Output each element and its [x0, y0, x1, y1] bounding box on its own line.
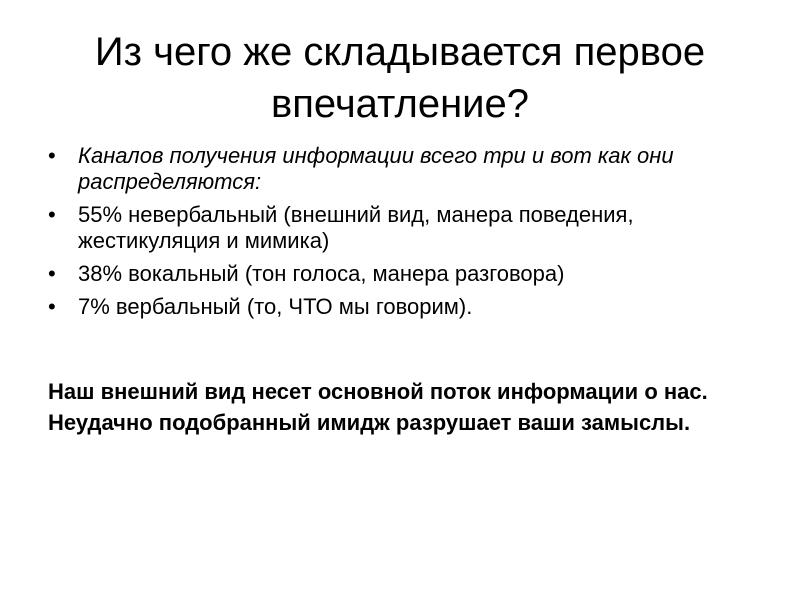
bullet-marker: •	[48, 202, 56, 227]
bullet-item-vocal	[48, 261, 778, 287]
slide-title: Из чего же складывается первое впечатление?	[94, 30, 706, 126]
bullet-text: 55% невербальный (внешний вид, манера поведения, жестикуляция и мимика)	[78, 202, 634, 253]
conclusion-image: Неудачно подобранный имидж разрушает ваши замыслы.	[48, 410, 691, 435]
bullet-marker: •	[48, 294, 56, 319]
conclusion-appearance: Наш внешний вид несет основной поток информации о нас.	[48, 379, 708, 404]
bullet-item-nonverbal	[48, 202, 778, 254]
bullet-list	[48, 143, 778, 327]
conclusions-block	[48, 378, 748, 440]
bullet-marker: •	[48, 143, 56, 168]
bullet-text: 38% вокальный (тон голоса, манера разговора)	[78, 261, 565, 286]
bullet-text: 7% вербальный (то, ЧТО мы говорим).	[78, 294, 473, 319]
bullet-marker: •	[48, 261, 56, 286]
bullet-text: Каналов получения информации всего три и вот как они распределяются:	[78, 143, 674, 194]
bullet-item-verbal	[48, 294, 778, 320]
bullet-item-channels	[48, 143, 778, 195]
